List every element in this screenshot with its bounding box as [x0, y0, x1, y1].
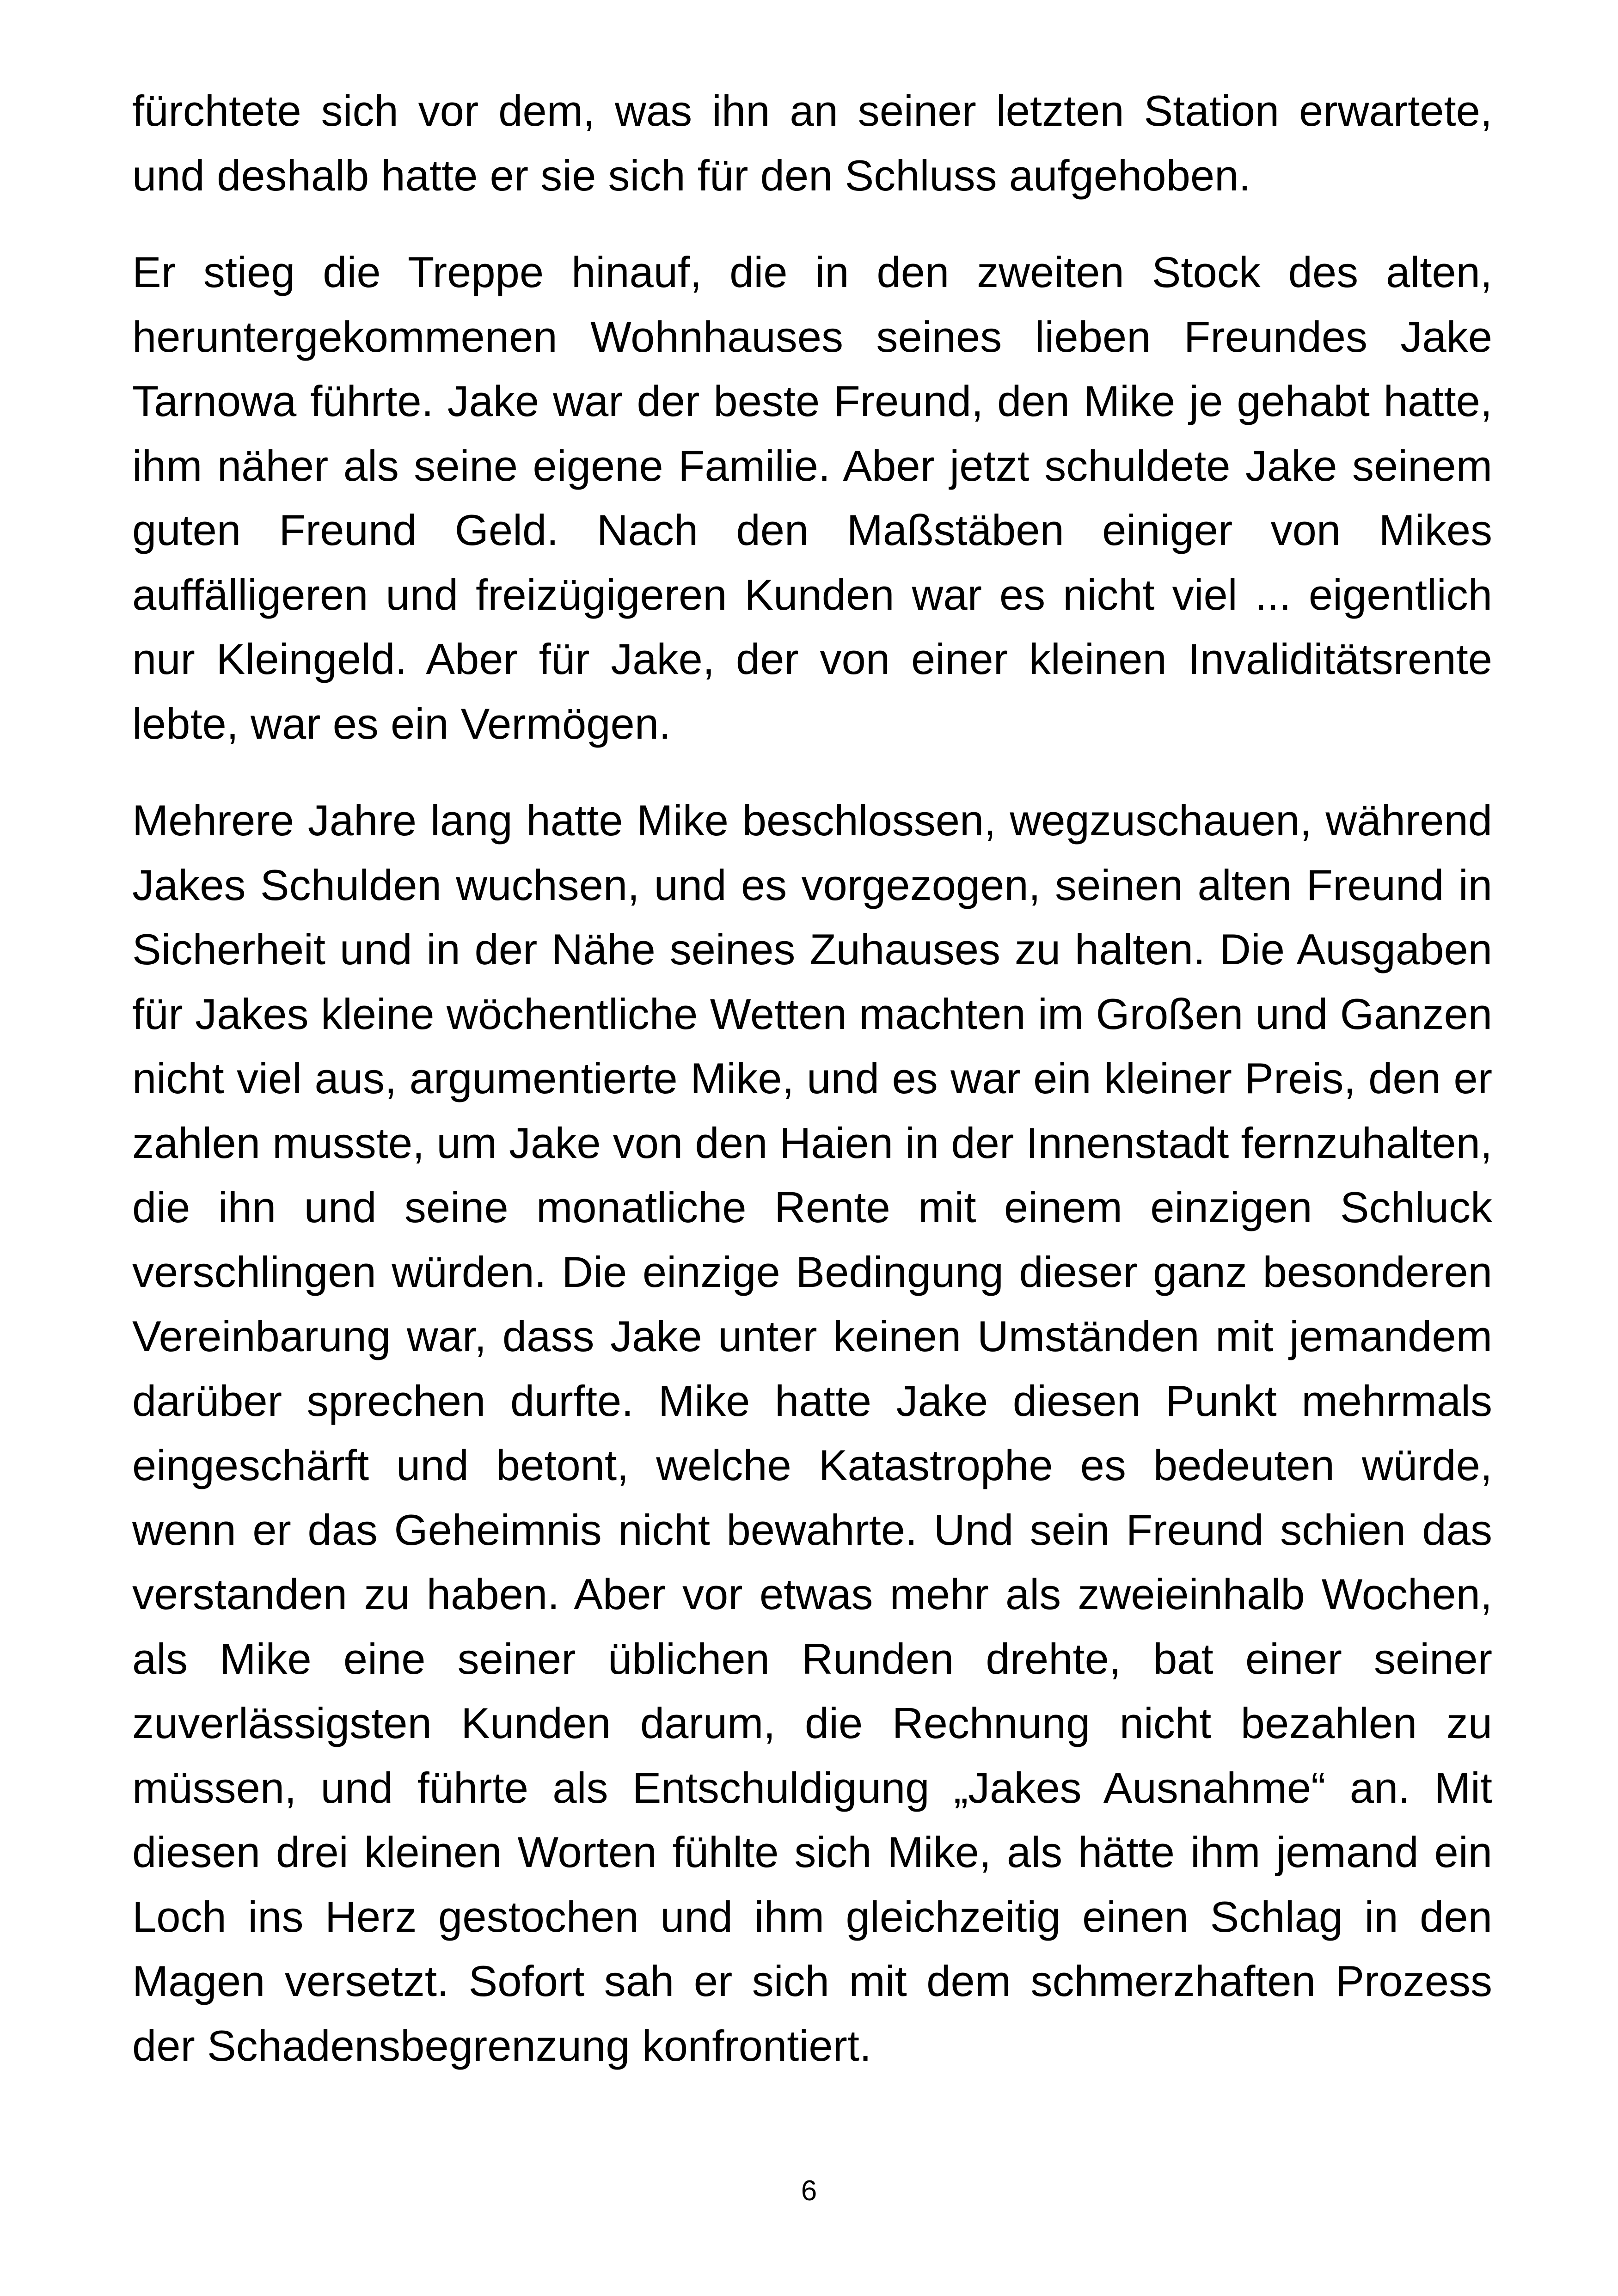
page-number: 6: [801, 2175, 817, 2207]
paragraph-3: Mehrere Jahre lang hatte Mike beschlossen, wegzuschauen, während Jakes Schulden wuchsen, und es vorgezogen, seinen alten Freund in Sicherheit und in der Nähe seines Zuhauses zu halten. Die Ausgaben für Jakes kleine wöchentliche Wetten machten im Großen und Ganzen nicht viel aus, argumentierte Mike, und es war ein kleiner Preis, den er zahlen musste, um Jake von den Haien in der Innenstadt fernzuhalten, die ihn und seine monatliche Rente mit einem einzigen Schluck verschlingen würden. Die einzige Bedingung dieser ganz besonderen Vereinbarung war, dass Jake unter keinen Umständen mit jemandem darüber sprechen durfte. Mike hatte Jake diesen Punkt mehrmals eingeschärft und betont, welche Katastrophe es bedeuten würde, wenn er das Geheimnis nicht bewahrte. Und sein Freund schien das verstanden zu haben. Aber vor etwas mehr als zweieinhalb Wochen, als Mike eine seiner üblichen Runden drehte, bat einer seiner zuverlässigsten Kunden darum, die Rechnung nicht bezahlen zu müssen, und führte als Entschuldigung „Jakes Ausnahme“ an. Mit diesen drei kleinen Worten fühlte sich Mike, als hätte ihm jemand ein Loch ins Herz gestochen und ihm gleichzeitig einen Schlag in den Magen versetzt. Sofort sah er sich mit dem schmerzhaften Prozess der Schadensbegrenzung konfrontiert.: [132, 796, 1492, 2070]
text-body: [132, 79, 1492, 2078]
paragraph-2: Er stieg die Treppe hinauf, die in den zweiten Stock des alten, heruntergekommenen Wohnhauses seines lieben Freundes Jake Tarnowa führte. Jake war der beste Freund, den Mike je gehabt hatte, ihm näher als seine eigene Familie. Aber jetzt schuldete Jake seinem guten Freund Geld. Nach den Maßstäben einiger von Mikes auffälligeren und freizügigeren Kunden war es nicht viel ... eigentlich nur Kleingeld. Aber für Jake, der von einer kleinen Invaliditätsrente lebte, war es ein Vermögen.: [132, 248, 1492, 748]
paragraph-1: fürchtete sich vor dem, was ihn an seiner letzten Station erwartete, und deshalb hatte er sie sich für den Schluss aufgehoben.: [132, 86, 1492, 200]
